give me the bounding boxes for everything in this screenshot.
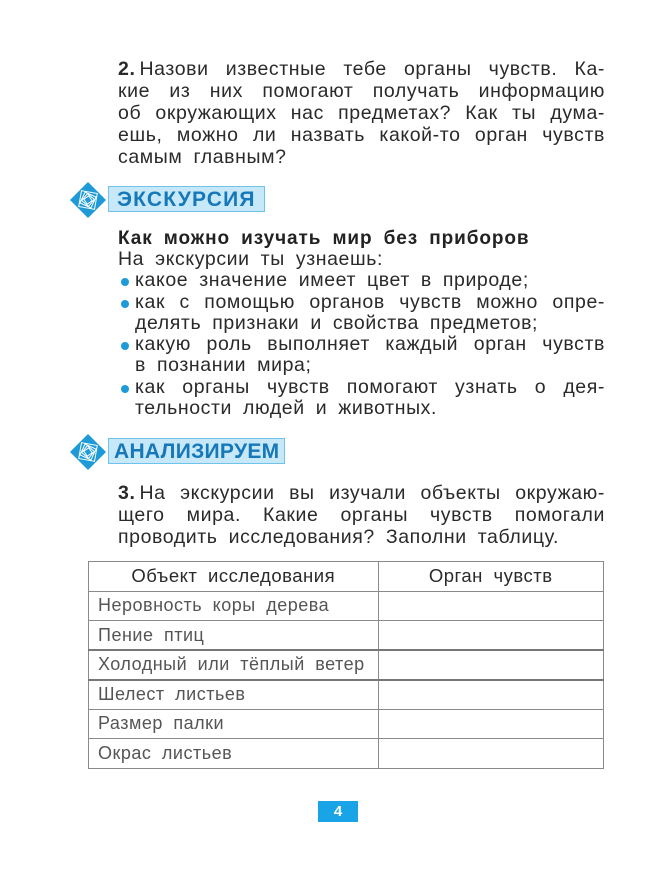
section-label-box	[108, 438, 285, 464]
table-row	[89, 621, 604, 651]
task-2-line: ешь, можно ли назвать какой-то орган чувств	[118, 124, 605, 146]
excursion-subtitle: Как можно изучать мир без приборов	[118, 228, 530, 249]
list-item: какую роль выполняет каждый орган чувств в познании мира;	[118, 334, 605, 377]
task-2-line: самым главным?	[118, 146, 287, 168]
table-row	[89, 680, 604, 710]
table-row	[89, 709, 604, 739]
object-cell: Неровность коры дерева	[89, 591, 379, 621]
section-title: АНАЛИЗИРУЕМ	[114, 439, 280, 463]
list-item: как с помощью органов чувств можно опре- делять признаки и свойства предметов;	[118, 292, 605, 335]
diamond-spiral-icon	[70, 182, 106, 218]
table-header-row	[89, 562, 604, 592]
bullet-icon	[121, 300, 129, 308]
task-2-line: кие из них помогают получать информацию	[118, 80, 605, 102]
list-item: какое значение имеет цвет в природе;	[118, 270, 605, 291]
task-2-line: 2. Назови известные тебе органы чувств. Ка-	[118, 58, 605, 80]
task-3-line: проводить исследования? Заполни таблицу.	[118, 526, 560, 548]
table-row	[89, 650, 604, 680]
table-row	[89, 739, 604, 769]
organ-answer-cell[interactable]	[378, 709, 604, 739]
table-row	[89, 591, 604, 621]
object-cell: Размер палки	[89, 709, 379, 739]
object-cell: Окрас листьев	[89, 739, 379, 769]
excursion-list	[118, 249, 605, 419]
diamond-spiral-icon	[70, 434, 106, 470]
page-number: 4	[318, 801, 358, 822]
organ-answer-cell[interactable]	[378, 621, 604, 651]
object-cell: Шелест листьев	[89, 680, 379, 710]
column-header-organ: Орган чувств	[378, 562, 604, 592]
bullet-icon	[121, 385, 129, 393]
organ-answer-cell[interactable]	[378, 650, 604, 680]
list-intro: На экскурсии ты узнаешь:	[118, 248, 384, 270]
organ-answer-cell[interactable]	[378, 739, 604, 769]
task-2-line: об окружающих нас предметах? Как ты дума-	[118, 102, 605, 124]
bullet-icon	[121, 342, 129, 350]
list-item: как органы чувств помогают узнать о дея- тельности людей и животных.	[118, 377, 605, 420]
task-3-line: щего мира. Какие органы чувств помогали	[118, 504, 605, 526]
section-label-box	[108, 186, 265, 212]
answer-table	[88, 561, 604, 769]
task-2	[118, 58, 605, 168]
object-cell: Холодный или тёплый ветер	[89, 650, 379, 680]
task-number: 2.	[118, 58, 136, 80]
section-title: ЭКСКУРСИЯ	[117, 187, 256, 211]
task-3-line: 3. На экскурсии вы изучали объекты окружаю-	[118, 482, 605, 504]
object-cell: Пение птиц	[89, 621, 379, 651]
task-number: 3.	[118, 482, 136, 504]
bullet-icon	[121, 278, 129, 286]
organ-answer-cell[interactable]	[378, 591, 604, 621]
column-header-object: Объект исследования	[89, 562, 379, 592]
task-3	[118, 482, 605, 548]
organ-answer-cell[interactable]	[378, 680, 604, 710]
